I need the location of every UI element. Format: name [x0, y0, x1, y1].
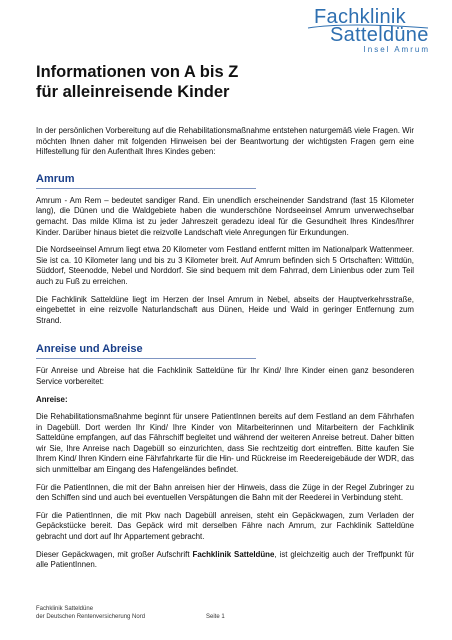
logo-text-line3: Insel Amrum — [363, 45, 430, 54]
amrum-paragraph-3: Die Fachklinik Satteldüne liegt im Herzen der Insel Amrum in Nebel, abseits der Hauptverkehrsstraße, eingebettet in eine reizvolle Naturlandschaft aus Dünen, Heide und Wald in geringer Entfernung zum Strand. — [36, 294, 414, 325]
amrum-paragraph-2: Die Nordseeinsel Amrum liegt etwa 20 Kilometer vom Festland entfernt mitten im Nationalpark Wattenmeer. Sie ist ca. 10 Kilometer lang und bis zu 3 Kilometer breit. Auf Amrum befinden sich 5 Ortschaften: Wittdün, Süddorf, Steenodde, Nebel und Norddorf. Sie sind bequem mit dem Fahrrad, dem Linienbus oder zum Teil auch zu Fuß zu erreichen. — [36, 245, 414, 286]
title-line2: für alleinreisende Kinder — [36, 83, 230, 101]
p5-text-before: Dieser Gepäckwagen, mit großer Aufschrift — [36, 549, 193, 559]
amrum-paragraph-1: Amrum - Am Rem – bedeutet sandiger Rand. Ein unendlich erscheinender Sandstrand (fast 15 Kilometer lang), die Dünen und die Waldgebiete haben die wunderschöne Nordseeinsel Amrum unverwechselbar gemacht. Das milde Klima ist zu jeder Jahreszeit geradezu ideal für die Gesundheit Ihres Kindes/Ihrer Kinder. Darüber hinaus bietet die reizvolle Landschaft viele Anregungen für Erkundungen. — [36, 195, 414, 237]
document-body — [36, 62, 414, 571]
anreise-paragraph-1: Für Anreise und Abreise hat die Fachklinik Satteldüne für Ihr Kind/ Ihre Kinder einen ganz besonderen Service vorbereitet: — [36, 366, 414, 386]
anreise-paragraph-5 — [36, 550, 414, 571]
p5-bold-text: Fachklinik Satteldüne — [192, 549, 275, 559]
page-title — [36, 62, 414, 102]
section-divider — [36, 358, 256, 359]
title-line1: Informationen von A bis Z — [36, 63, 239, 81]
page-footer — [36, 605, 414, 621]
page-number: Seite 1 — [206, 614, 225, 620]
section-divider — [36, 188, 256, 189]
logo-text-line2: Satteldüne — [330, 24, 429, 46]
anreise-paragraph-2: Die Rehabilitationsmaßnahme beginnt für unsere PatientInnen bereits auf dem Festland an dem Fährhafen in Dagebüll. Dort werden Ihr Kind/ Ihre Kinder von Mitarbeiterinnen und Mitarbeitern der Fachklinik Satteldüne empfangen, auf das Fährschiff begleitet und während der weiteren Anreise betreut. Daher bitten wir Sie, Ihre Anreise nach Dagebüll so einzurichten, dass Sie rechtzeitig dort eintreffen. Bitte kaufen Sie Ihrem Kind/ Ihren Kindern eine Fährfahrkarte für die Hin- und Rückreise im Reedereigebäude der WDR, das sich unmittelbar am Eingang des Hafengeländes befindet. — [36, 412, 414, 475]
anreise-subheading: Anreise: — [36, 394, 68, 404]
section-heading-amrum: Amrum — [36, 172, 75, 185]
footer-line2: der Deutschen Rentenversicherung Nord — [36, 614, 146, 620]
anreise-paragraph-3: Für die PatientInnen, die mit der Bahn anreisen hier der Hinweis, dass die Züge in der Regel Zubringer zu den Schiffen sind und auch bei eventuellen Verspätungen die Bahn mit der Reederei in Verbindung steht. — [36, 482, 414, 503]
logo-text-line1: Fachklinik — [314, 6, 406, 28]
section-heading-anreise: Anreise und Abreise — [36, 343, 143, 356]
fachklinik-logo — [306, 4, 434, 54]
footer-line1: Fachklinik Satteldüne — [36, 606, 94, 612]
p5-text-after: , ist gleichzeitig auch der Treffpunkt für alle PatientInnen. — [36, 549, 414, 570]
intro-paragraph: In der persönlichen Vorbereitung auf die Rehabilitationsmaßnahme entstehen naturgemäß viele Fragen. Wir möchten Ihnen daher mit folgenden Hinweisen bei der Beantwortung der wichtigsten Fragen gern eine Hilfestellung für den Aufenthalt Ihres Kindes geben: — [36, 126, 414, 157]
anreise-paragraph-4: Für die PatientInnen, die mit Pkw nach Dagebüll anreisen, steht ein Gepäckwagen, zum Verladen der Gepäckstücke bereit. Das Gepäck wird mit derselben Fähre nach Amrum, zur Fachklinik Satteldüne gebracht und dort auf Ihr Appartement gebracht. — [36, 510, 414, 542]
